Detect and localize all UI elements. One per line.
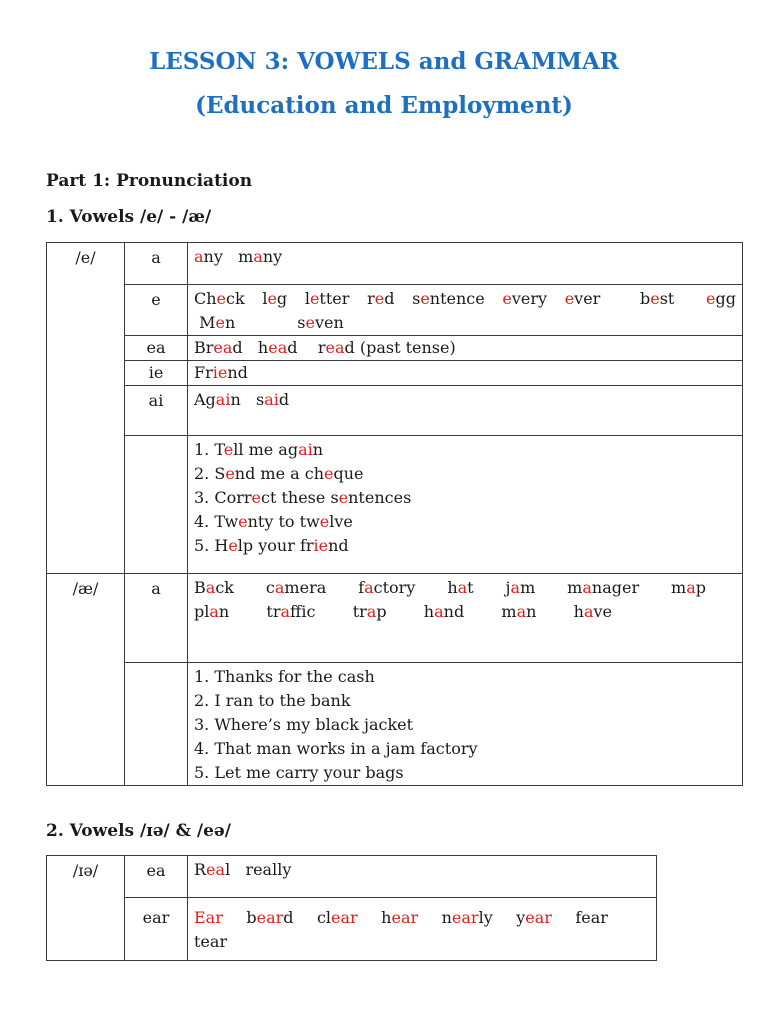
phoneme-ia: /ɪə/ (72, 861, 99, 880)
vowels-e-ae-table (46, 242, 743, 786)
vowels-ia-ea-table (46, 855, 657, 961)
section2-heading: 2. Vowels /ɪə/ & /eə/ (46, 821, 231, 841)
phoneme-ia-cell (47, 856, 125, 961)
phoneme-ae: /æ/ (72, 579, 99, 598)
table-row (47, 386, 743, 436)
example-sentence: 4. That man works in a jam factory (194, 739, 478, 758)
example-sentence: 1. Thanks for the cash (194, 667, 375, 686)
example-sentence: 4. Twenty to twelve (194, 512, 353, 531)
spelling-cell (125, 386, 188, 436)
phoneme-e-cell (47, 243, 125, 574)
example-words-line: plan traffic trap hand man have (194, 602, 612, 621)
example-words-line: Back camera factory hat jam manager map (194, 578, 706, 597)
spelling-cell (125, 243, 188, 285)
example-words-cell (188, 336, 743, 361)
spelling-label: ea (146, 338, 166, 357)
example-sentence: 2. I ran to the bank (194, 691, 351, 710)
empty-cell (125, 663, 188, 786)
example-sentence: 3. Where’s my black jacket (194, 715, 414, 734)
empty-cell (125, 436, 188, 574)
example-sentence: 3. Correct these sentences (194, 488, 412, 507)
example-words-line: Bread head read (past tense) (194, 338, 456, 357)
spelling-label: ea (146, 861, 166, 880)
example-words-line: any many (194, 247, 283, 266)
spelling-cell (125, 361, 188, 386)
spelling-label: ie (148, 363, 164, 382)
example-words-cell (188, 361, 743, 386)
example-sentence: 2. Send me a cheque (194, 464, 364, 483)
example-words-cell (188, 898, 657, 961)
example-sentences-cell (188, 663, 743, 786)
example-words-cell (188, 574, 743, 663)
example-words-line: Again said (194, 390, 290, 409)
spelling-cell (125, 336, 188, 361)
table-row (47, 336, 743, 361)
example-words-cell (188, 243, 743, 285)
example-sentence: 1. Tell me again (194, 440, 324, 459)
phoneme-e: /e/ (75, 248, 96, 267)
example-sentence: 5. Help your friend (194, 536, 349, 555)
table-row (47, 856, 657, 898)
example-words-cell (188, 856, 657, 898)
section1-heading: 1. Vowels /e/ - /æ/ (46, 207, 212, 227)
spelling-label: e (151, 290, 161, 309)
part1-heading: Part 1: Pronunciation (46, 171, 253, 191)
spelling-cell (125, 285, 188, 336)
example-sentences-cell (188, 436, 743, 574)
example-words-line: Friend (194, 363, 248, 382)
table-row (47, 574, 743, 663)
example-words-cell (188, 386, 743, 436)
spelling-label: ear (142, 908, 170, 927)
table-row (47, 285, 743, 336)
example-words-line: tear (194, 932, 228, 951)
example-words-line: Check leg letter red sentence every ever best egg (194, 289, 736, 308)
spelling-label: a (151, 579, 161, 598)
lesson-subtitle: (Education and Employment) (195, 92, 573, 119)
example-words-line: Ear beard clear hear nearly year fear (194, 908, 608, 927)
lesson-title: LESSON 3: VOWELS and GRAMMAR (149, 48, 619, 75)
spelling-cell (125, 898, 188, 961)
example-words-cell (188, 285, 743, 336)
table-row (47, 663, 743, 786)
example-words-line: Real really (194, 860, 292, 879)
phoneme-ae-cell (47, 574, 125, 786)
table-row (47, 361, 743, 386)
spelling-cell (125, 856, 188, 898)
example-sentence: 5. Let me carry your bags (194, 763, 404, 782)
table-row (47, 898, 657, 961)
spelling-cell (125, 574, 188, 663)
example-words-line: Men seven (194, 313, 344, 332)
spelling-label: ai (148, 391, 164, 410)
spelling-label: a (151, 248, 161, 267)
table-row (47, 243, 743, 285)
table-row (47, 436, 743, 574)
